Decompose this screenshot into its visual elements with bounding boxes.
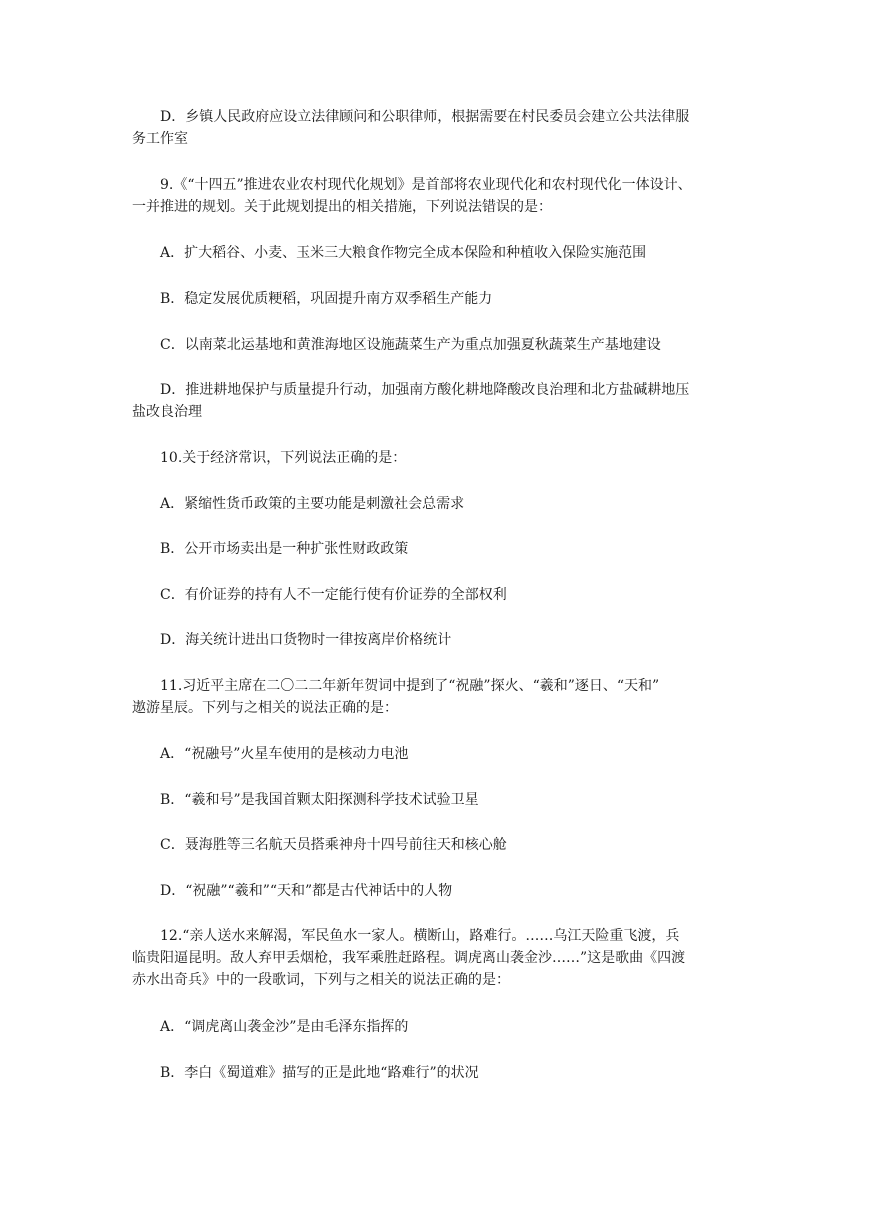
option-9c — [160, 334, 716, 356]
text-line: 9.《“十四五”推进农业农村现代化规划》是首部将农业现代化和农村现代化一体设计、 — [160, 177, 692, 193]
text-line: 10.关于经济常识，下列说法正确的是： — [160, 450, 407, 466]
text-line: A．扩大稻谷、小麦、玉米三大粮食作物完全成本保险和种植收入保险实施范围 — [160, 245, 647, 261]
question-12 — [132, 925, 716, 991]
text-line: B．“羲和号”是我国首颗太阳探测科学技术试验卫星 — [160, 792, 479, 808]
text-line: D．海关统计进出口货物时一律按离岸价格统计 — [160, 632, 452, 648]
question-11 — [132, 675, 716, 719]
text-line: C．聂海胜等三名航天员搭乘神舟十四号前往天和核心舱 — [160, 837, 507, 853]
question-10 — [160, 447, 716, 469]
text-line: A．紧缩性货币政策的主要功能是刺激社会总需求 — [160, 496, 465, 512]
text-line: 务工作室 — [132, 131, 188, 147]
option-10b — [160, 538, 716, 560]
option-11c — [160, 834, 716, 856]
option-10d — [160, 629, 716, 651]
text-line: 盐改良治理 — [132, 404, 202, 420]
text-line: B．李白《蜀道难》描写的正是此地“路难行”的状况 — [160, 1065, 479, 1081]
option-11d — [160, 880, 716, 902]
text-line: D．推进耕地保护与质量提升行动，加强南方酸化耕地降酸改良治理和北方盐碱耕地压 — [160, 382, 690, 398]
text-line: D．“祝融”“羲和”“天和”都是古代神话中的人物 — [160, 883, 453, 899]
text-line: 遨游星辰。下列与之相关的说法正确的是： — [132, 700, 398, 716]
option-10c — [160, 584, 716, 606]
text-line: 临贵阳逼昆明。敌人弃甲丢烟枪，我军乘胜赶路程。调虎离山袭金沙……”这是歌曲《四渡 — [132, 950, 686, 966]
option-11a — [160, 743, 716, 765]
text-line: A．“祝融号”火星车使用的是核动力电池 — [160, 746, 409, 762]
option-9d — [132, 379, 716, 423]
question-9 — [132, 174, 716, 218]
option-9a — [160, 242, 716, 264]
text-line: 12.“亲人送水来解渴，军民鱼水一家人。横断山，路难行。……乌江天险重飞渡，兵 — [160, 928, 680, 944]
option-12a — [160, 1016, 716, 1038]
option-9b — [160, 288, 716, 310]
text-line: 一并推进的规划。关于此规划提出的相关措施，下列说法错误的是： — [132, 199, 552, 215]
option-12b — [160, 1062, 716, 1084]
option-11b — [160, 789, 716, 811]
text-line: B．公开市场卖出是一种扩张性财政政策 — [160, 541, 409, 557]
text-line: C．有价证券的持有人不一定能行使有价证券的全部权利 — [160, 587, 507, 603]
text-line: A．“调虎离山袭金沙”是由毛泽东指挥的 — [160, 1019, 409, 1035]
text-line: D．乡镇人民政府应设立法律顾问和公职律师，根据需要在村民委员会建立公共法律服 — [160, 109, 690, 125]
text-line: C．以南菜北运基地和黄淮海地区设施蔬菜生产为重点加强夏秋蔬菜生产基地建设 — [160, 337, 661, 353]
text-line: 赤水出奇兵》中的一段歌词，下列与之相关的说法正确的是： — [132, 972, 510, 988]
option-8d — [132, 106, 716, 150]
option-10a — [160, 493, 716, 515]
text-line: 11.习近平主席在二〇二二年新年贺词中提到了“祝融”探火、“羲和”逐日、“天和” — [160, 678, 660, 694]
text-line: B．稳定发展优质粳稻，巩固提升南方双季稻生产能力 — [160, 291, 493, 307]
